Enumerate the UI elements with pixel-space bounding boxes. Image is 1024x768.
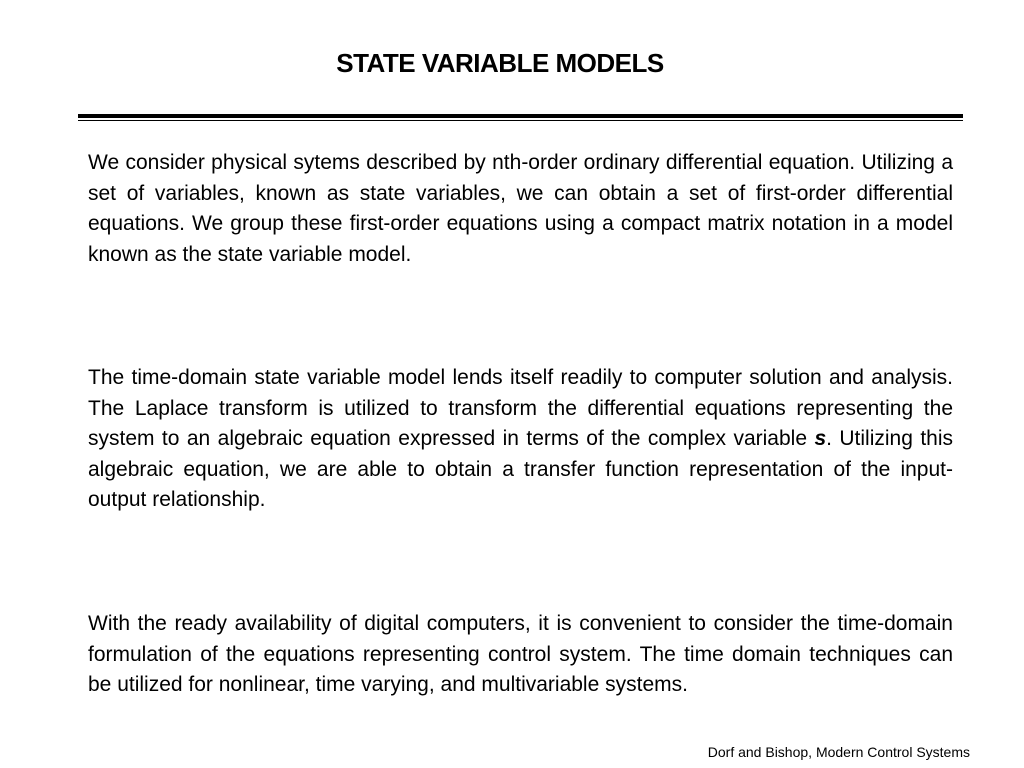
title-divider-thin (78, 120, 963, 121)
title-divider-thick (78, 114, 963, 118)
complex-variable-s: s (814, 427, 827, 450)
paragraph-time-domain-text-2: . Utilizing this algebraic equation, we are able to obtain a transfer function representation of the input-output relationship. (88, 427, 954, 511)
slide-title: STATE VARIABLE MODELS (336, 48, 664, 78)
source-citation: Dorf and Bishop, Modern Control Systems (707, 744, 970, 760)
paragraph-digital-computers: With the ready availability of digital computers, it is convenient to consider the time-domain formulation of the equations representing control system. The time domain techniques can be utilized for nonlinear, time varying, and multivariable systems. (88, 612, 953, 696)
paragraph-time-domain (88, 363, 953, 516)
paragraph-time-domain-text-1: The time-domain state variable model lends itself readily to computer solution and analysis. The Laplace transform is utilized to transform the differential equations representing the system to an algebraic equation expressed in terms of the complex variable (88, 366, 953, 450)
paragraph-state-variables: We consider physical sytems described by nth-order ordinary differential equation. Utilizing a set of variables, known as state variables, we can obtain a set of first-order differential equations. We group these first-order equations using a compact matrix notation in a model known as the state variable model. (88, 151, 953, 266)
